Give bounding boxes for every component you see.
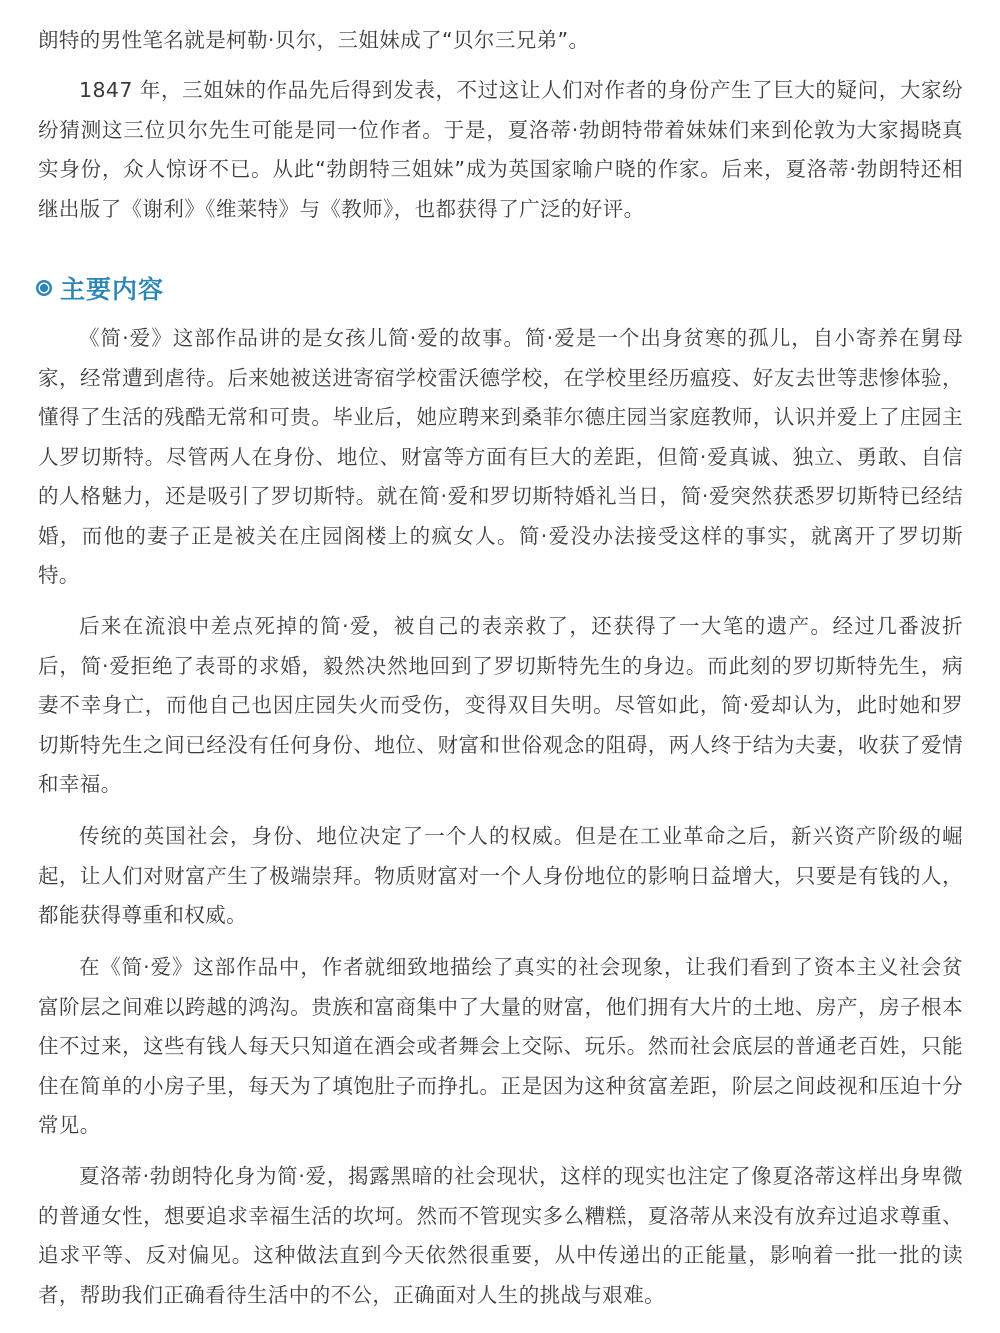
section-heading-text: 主要内容 xyxy=(60,275,165,304)
paragraph-summary-2: 后来在流浪中差点死掉的简·爱，被自己的表亲救了，还获得了一大笔的遗产。经过几番波折后，简·爱拒绝了表哥的求婚，毅然决然地回到了罗切斯特先生的身边。而此刻的罗切斯特先生，病妻不幸身亡，而他自己也因庄园失火而受伤，变得双目失明。尽管如此，简·爱却认为，此时她和罗切斯特先生之间已经没有任何身份、地位、财富和世俗观念的阻碍，两人终于结为夫妻，收获了爱情和幸福。 xyxy=(38,614,963,796)
bullet-circle-icon xyxy=(36,280,52,296)
paragraph-meaning: 夏洛蒂·勃朗特化身为简·爱，揭露黑暗的社会现状，这样的现实也注定了像夏洛蒂这样出身卑微的普通女性，想要追求幸福生活的坎坷。然而不管现实多么糟糕，夏洛蒂从来没有放弃过追求尊重、追求平等、反对偏见。这种做法直到今天依然很重要，从中传递出的正能量，影响着一批一批的读者，帮助我们正确看待生活中的不公，正确面对人生的挑战与艰难。 xyxy=(38,1164,963,1307)
paragraph-publication: 1847 年，三姐妹的作品先后得到发表，不过这让人们对作者的身份产生了巨大的疑问，大家纷纷猜测这三位贝尔先生可能是同一位作者。于是，夏洛蒂·勃朗特带着妹妹们来到伦敦为大家揭晓真实身份，众人惊讶不已。从此“勃朗特三姐妹”成为英国家喻户晓的作家。后来，夏洛蒂·勃朗特还相继出版了《谢利》《维莱特》与《教师》，也都获得了广泛的好评。 xyxy=(38,78,963,221)
paragraph-summary-1: 《简·爱》这部作品讲的是女孩儿简·爱的故事。简·爱是一个出身贫寒的孤儿，自小寄养在舅母家，经常遭到虐待。后来她被送进寄宿学校雷沃德学校，在学校里经历瘟疫、好友去世等悲惨体验，懂得了生活的残酷无常和可贵。毕业后，她应聘来到桑菲尔德庄园当家庭教师，认识并爱上了庄园主人罗切斯特。尽管两人在身份、地位、财富等方面有巨大的差距，但简·爱真诚、独立、勇敢、自信的人格魅力，还是吸引了罗切斯特。就在简·爱和罗切斯特婚礼当日，简·爱突然获悉罗切斯特已经结婚，而他的妻子正是被关在庄园阁楼上的疯女人。简·爱没办法接受这样的事实，就离开了罗切斯特。 xyxy=(38,326,963,587)
section-heading xyxy=(36,268,164,308)
paragraph-intro-tail: 朗特的男性笔名就是柯勒·贝尔，三姐妹成了“贝尔三兄弟”。 xyxy=(38,28,590,52)
paragraph-society: 传统的英国社会，身份、地位决定了一个人的权威。但是在工业革命之后，新兴资产阶级的崛起，让人们对财富产生了极端崇拜。物质财富对一个人身份地位的影响日益增大，只要是有钱的人，都能获得尊重和权威。 xyxy=(38,824,963,927)
paragraph-class-gap: 在《简·爱》这部作品中，作者就细致地描绘了真实的社会现象，让我们看到了资本主义社会贫富阶层之间难以跨越的鸿沟。贵族和富商集中了大量的财富，他们拥有大片的土地、房产，房子根本住不过来，这些有钱人每天只知道在酒会或者舞会上交际、玩乐。然而社会底层的普通老百姓，只能住在简单的小房子里，每天为了填饱肚子而挣扎。正是因为这种贫富差距，阶层之间歧视和压迫十分常见。 xyxy=(38,955,963,1137)
